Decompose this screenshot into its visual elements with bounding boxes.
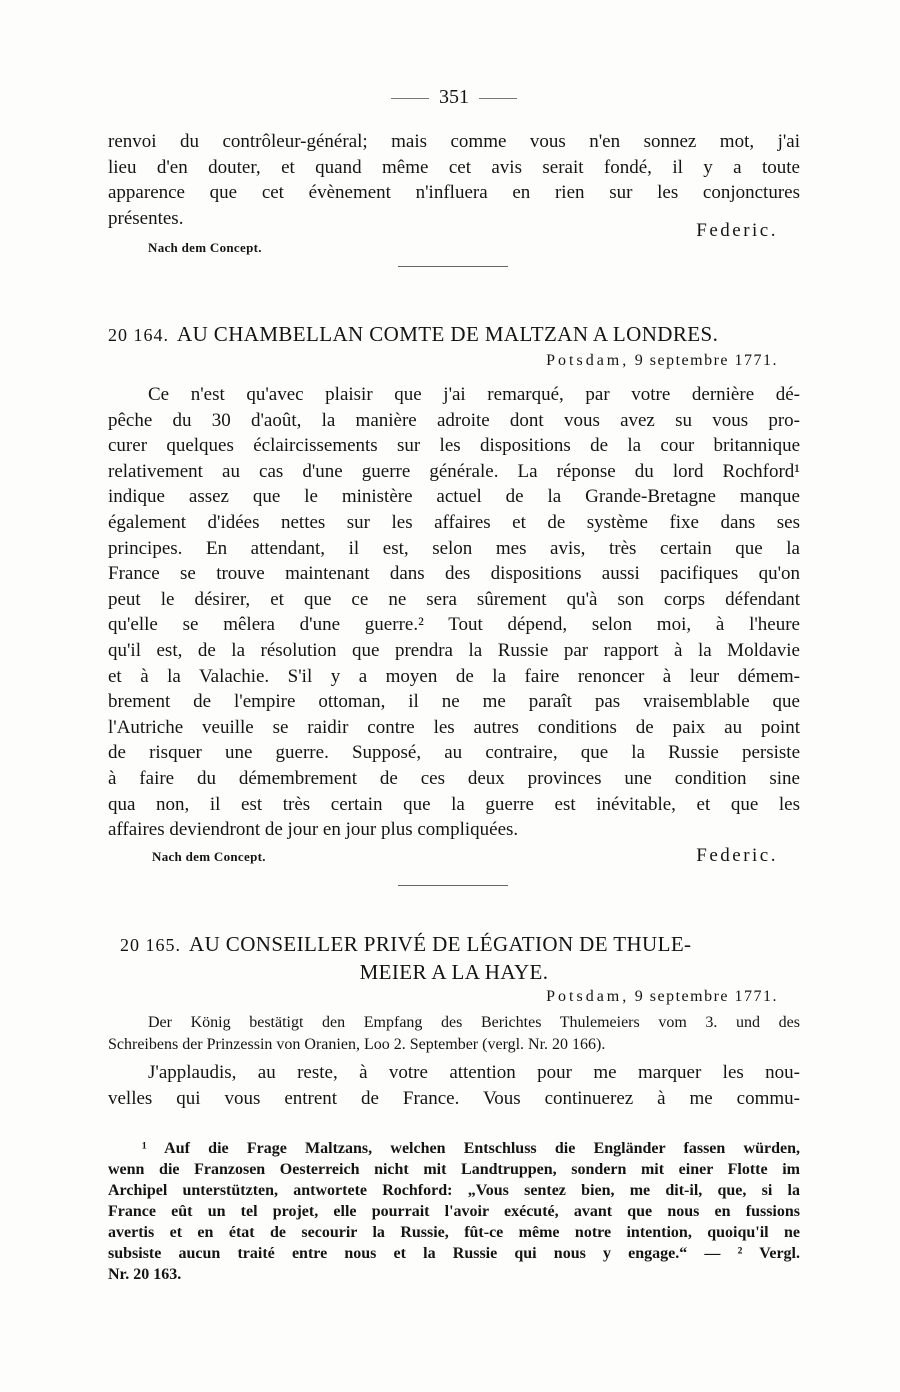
summary-line: Schreibens der Prinzessin von Oranien, Loo 2. September (vergl. Nr. 20 166). xyxy=(108,1036,606,1053)
letter-dateline xyxy=(108,988,800,1006)
letter-heading xyxy=(108,320,800,349)
section-divider xyxy=(398,885,508,886)
page-header xyxy=(108,86,800,109)
text-line: J'applaudis, au reste, à votre attention pour me marquer les nou- xyxy=(148,1062,800,1083)
letter-heading xyxy=(108,930,800,959)
continued-paragraph xyxy=(108,129,800,231)
text-line: lieu d'en douter, et quand même cet avis serait fondé, il y a toute xyxy=(108,156,800,178)
text-line: et à la Valachie. S'il y a moyen de la faire renoncer à leur démem- xyxy=(108,665,800,687)
text-line: curer quelques éclaircissements sur les dispositions de la cour britannique xyxy=(108,435,800,457)
footnote-line: wenn die Franzosen Oesterreich nicht mit Landtruppen, sondern mit einer Flotte im xyxy=(108,1161,800,1178)
text-line: apparence que cet évènement n'influera en rien sur les conjonctures xyxy=(108,182,800,204)
letter-body xyxy=(108,1060,800,1111)
footnote-line: Nr. 20 163. xyxy=(108,1266,182,1283)
letter-place: Potsdam, xyxy=(546,352,630,369)
text-line: relativement au cas d'une guerre générale. La réponse du lord Rochford¹ xyxy=(108,460,800,482)
letter-dateline xyxy=(108,352,800,370)
source-note: Nach dem Concept. xyxy=(152,849,266,864)
letter-number: 20 164. xyxy=(108,325,169,345)
footnote-line: avertis et en état de secourir la Russie, fût-ce même notre intention, quoiqu'il ne xyxy=(108,1224,800,1241)
text-line: velles qui vous entrent de France. Vous continuerez à me commu- xyxy=(108,1087,800,1109)
text-line: renvoi du contrôleur-général; mais comme vous n'en sonnez mot, j'ai xyxy=(108,131,800,152)
text-line: pêche du 30 d'août, la manière adroite dont vous avez su vous pro- xyxy=(108,409,800,431)
text-line: présentes. xyxy=(108,207,184,229)
footnotes xyxy=(108,1138,800,1285)
text-line: qu'elle se mêlera d'une guerre.² Tout dépend, selon moi, à l'heure xyxy=(108,614,800,636)
section-divider xyxy=(398,266,508,267)
text-line: brement de l'empire ottoman, il ne me paraît pas vraisemblable que xyxy=(108,691,800,713)
letter-title: AU CHAMBELLAN COMTE DE MALTZAN A LONDRES. xyxy=(177,322,719,346)
letter-number: 20 165. xyxy=(120,935,181,955)
letter-title: AU CONSEILLER PRIVÉ DE LÉGATION DE THULE- xyxy=(189,932,692,956)
footnote-line: subsiste aucun traité entre nous et la Russie qui nous y engage.“ — ² Vergl. xyxy=(108,1245,800,1262)
signature: Federic. xyxy=(696,845,778,866)
page-number: 351 xyxy=(439,86,469,108)
text-line: qu'il est, de la résolution que prendra la Russie par rapport à la Moldavie xyxy=(108,639,800,661)
footnote-line: France eût un tel projet, elle pourrait l'avoir exécuté, avant que nous en fussions xyxy=(108,1203,800,1220)
letter-title-continued: MEIER A LA HAYE. xyxy=(359,960,549,984)
text-line: l'Autriche veuille se raidir contre les autres conditions de paix au point xyxy=(108,716,800,738)
text-line: Ce n'est qu'avec plaisir que j'ai remarqué, par votre dernière dé- xyxy=(148,384,800,405)
text-line: qua non, il est très certain que la guerre est inévitable, et que les xyxy=(108,793,800,815)
letter-date: 9 septembre 1771. xyxy=(634,988,778,1005)
text-line: à faire du démembrement de ces deux provinces une condition sine xyxy=(108,767,800,789)
letter-summary xyxy=(108,1012,800,1056)
text-line: de risquer une guerre. Supposé, au contraire, que la Russie persiste xyxy=(108,742,800,764)
letter-date: 9 septembre 1771. xyxy=(634,352,778,369)
text-line: peut le désirer, et que ce ne sera sûrement qu'à son corps défendant xyxy=(108,588,800,610)
letter-place: Potsdam, xyxy=(546,988,630,1005)
text-line: affaires deviendront de jour en jour plus compliquées. xyxy=(108,819,519,841)
text-line: France se trouve maintenant dans des dispositions aussi pacifiques qu'on xyxy=(108,563,800,585)
signature: Federic. xyxy=(696,220,778,241)
source-note: Nach dem Concept. xyxy=(148,240,262,255)
header-rule-left xyxy=(391,98,429,99)
footnote-line: ¹ Auf die Frage Maltzans, welchen Entschluss die Engländer fassen würden, xyxy=(142,1140,800,1157)
footnote-line: Archipel unterstützten, antwortete Rochford: „Vous sentez bien, me dit-il, que, si la xyxy=(108,1182,800,1199)
letter-body xyxy=(108,382,800,843)
text-line: principes. En attendant, il est, selon mes avis, très certain que la xyxy=(108,537,800,559)
text-line: indique assez que le ministère actuel de la Grande-Bretagne manque xyxy=(108,486,800,508)
text-line: également d'idées nettes sur les affaires et de système fixe dans ses xyxy=(108,511,800,533)
header-rule-right xyxy=(479,98,517,99)
summary-line: Der König bestätigt den Empfang des Berichtes Thulemeiers vom 3. und des xyxy=(148,1014,800,1031)
